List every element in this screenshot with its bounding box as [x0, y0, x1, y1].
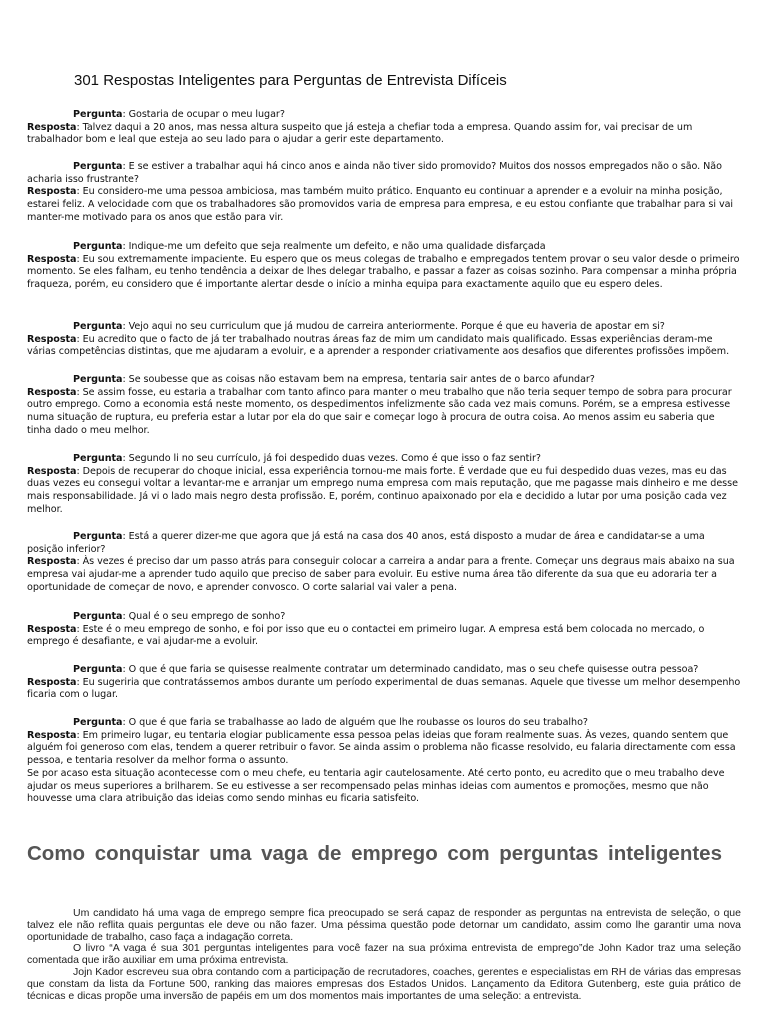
answer-line: [27, 768, 741, 806]
answer-line: Resposta: Talvez daqui a 20 anos, mas nessa altura suspeito que já esteja a chefiar toda a empresa. Quando assim for, vai precisar de um trabalhador bom e leal que esteja ao seu lado para o ajudar a gerir este departamento.: [27, 121, 693, 146]
qa-block: [27, 664, 741, 702]
question-line: Pergunta: E se estiver a trabalhar aqui há cinco anos e ainda não tiver sido promovido? Muitos dos nossos empregados não o são. Não acharia isso frustrante?: [27, 161, 722, 185]
answer-text: Eu considero-me uma pessoa ambiciosa, mas também muito prático. Enquanto eu continuar a aprender e a evoluir na minha posição, estarei feliz. A velocidade com que os trabalhadores são promovidos varia de empresa para empresa, e eu estou confiante que trabalhar para si vai manter-me motivado para os anos que estão para vir.: [27, 186, 734, 223]
answer-label: Resposta: [27, 386, 77, 398]
qa-block: [27, 109, 741, 147]
answer-line: Resposta: Eu acredito que o facto de já ter trabalhado noutras áreas faz de mim um candidato mais qualificado. Essas experiências deram-me várias competências distintas, que me ajudaram a evoluir, e a aprender a responder criativamente aos desafios que diferentes profissões impõem.: [27, 333, 730, 358]
answer-line: Resposta: Em primeiro lugar, eu tentaria elogiar publicamente essa pessoa pelas ideias que foram realmente suas. Às vezes, quando sentem que alguém foi generoso com elas, tendem a querer retribuir o favor. Se ainda assim o problema não ficasse resolvido, eu falaria directamente com essa pessoa, e tentaria resolver da melhor forma o assunto.: [27, 729, 736, 767]
answer-text: Em primeiro lugar, eu tentaria elogiar publicamente essa pessoa pelas ideias que foram realmente suas. Às vezes, quando sentem que alguém foi generoso com elas, tendem a querer retribuir o favor. Se ainda assim o problema não ficasse resolvido, eu falaria directamente com essa pessoa, e tentaria resolver da melhor forma o assunto.: [27, 729, 736, 767]
answer-text: Se assim fosse, eu estaria a trabalhar com tanto afinco para manter o meu trabalho que não teria sequer tempo de sobra para procurar outro emprego. Como a economia está neste momento, os despedimentos infelizmente são cada vez mais comuns. Porém, se a empresa estivesse numa situação de ruptura, eu preferia estar a lutar por ela do que sair e começar logo à procura de outra coisa. Ao menos assim eu saberia que tinha dado o meu melhor.: [27, 386, 732, 436]
answer-label: Resposta: [27, 556, 77, 568]
answer-line: Resposta: Eu sugeriria que contratássemos ambos durante um período experimental de duas semanas. Aquele que tivesse um melhor desempenho ficaria com o lugar.: [27, 676, 741, 701]
qa-block: [27, 161, 741, 225]
question-text: Vejo aqui no seu curriculum que já mudou de carreira anteriormente. Porque é que eu haveria de apostar em si?: [128, 321, 665, 332]
answer-line: Resposta: Eu considero-me uma pessoa ambiciosa, mas também muito prático. Enquanto eu continuar a aprender e a evoluir na minha posição, estarei feliz. A velocidade com que os trabalhadores são promovidos varia de empresa para empresa, e eu estou confiante que trabalhar para si vai manter-me motivado para os anos que estão para vir.: [27, 186, 734, 223]
section-heading: Como conquistar uma vaga de emprego com perguntas inteligentes: [27, 842, 722, 865]
question-text: Indique-me um defeito que seja realmente um defeito, e não uma qualidade disfarçada: [128, 241, 546, 252]
answer-line: Resposta: Depois de recuperar do choque inicial, essa experiência tornou-me mais forte. É verdade que eu fui despedido duas vezes, mas eu das duas vezes eu consegui voltar a levantar-me e arranjar um emprego numa empresa com mais reputação, que me pagasse mais dinheiro e me desse mais responsabilidade. Já vi o lado mais negro desta profissão. E, porém, continuo apaixonado por ela e decidido a lutar por uma posição cada vez melhor.: [27, 465, 738, 515]
question-line: Pergunta: O que é que faria se quisesse realmente contratar um determinado candidato, mas o seu chefe quisesse outra pessoa?: [73, 664, 699, 675]
question-text: E se estiver a trabalhar aqui há cinco anos e ainda não tiver sido promovido? Muitos dos nossos empregados não o são. Não acharia isso frustrante?: [27, 161, 722, 185]
question-text: Qual é o seu emprego de sonho?: [128, 611, 286, 622]
question-line: Pergunta: Vejo aqui no seu curriculum que já mudou de carreira anteriormente. Porque é que eu haveria de apostar em si?: [73, 321, 665, 332]
answer-text: Às vezes é preciso dar um passo atrás para conseguir colocar a carreira a andar para a frente. Começar uns degraus mais abaixo na sua empresa vai ajudar-me a aprender tudo aquilo que preciso de saber para evoluir. Eu estive numa área tão diferente da sua que eu adoraria ter a oportunidade de começar de novo, e aprender convosco. O corte salarial vai valer a pena.: [27, 556, 735, 593]
answer-line: Resposta: Este é o meu emprego de sonho, e foi por isso que eu o contactei em primeiro lugar. A empresa está bem colocada no mercado, o emprego é desafiante, e vai ajudar-me a evoluir.: [27, 623, 705, 648]
qa-block: [27, 531, 741, 595]
question-text: Se soubesse que as coisas não estavam bem na empresa, tentaria sair antes de o barco afundar?: [128, 374, 595, 385]
qa-block: [27, 241, 741, 292]
question-line: Pergunta: O que é que faria se trabalhasse ao lado de alguém que lhe roubasse os louros do seu trabalho?: [73, 717, 588, 728]
body-paragraph: Jojn Kador escreveu sua obra contando com a participação de recrutadores, coaches, gerentes e especialistas em RH de várias das empresas que constam da lista da Fortune 500, ranking das maiores empresas dos Estados Unidos. Lançamento da Editora Gutenberg, este guia prático de técnicas e dicas propõe uma inversão de papéis em um dos momentos mais importantes de uma seleção: a entrevista.: [27, 965, 741, 1002]
body-paragraph: Um candidato há uma vaga de emprego sempre fica preocupado se será capaz de responder as perguntas na entrevista de seleção, o que talvez ele não reflita quais perguntas ele deve ou não fazer. Uma péssima questão pode detornar um candidato, assim como lhe garantir uma nova oportunidade de trabalho, caso faça a indagação correta.: [27, 907, 741, 943]
answer-label: Resposta: [27, 253, 77, 265]
answer-label: Resposta: [27, 333, 77, 345]
answer-text: Eu sou extremamente impaciente. Eu espero que os meus colegas de trabalho e empregados tentem provar o seu valor desde o primeiro momento. Se eles falham, eu tenho tendência a deixar de lhes delegar trabalho, e passar a fazer as coisas sozinho. Para compensar a minha própria fraqueza, porém, eu considero que é importante alertar desde o início a minha equipa para exactamente aquilo que eu espero deles.: [27, 253, 740, 291]
question-line: Pergunta: Indique-me um defeito que seja realmente um defeito, e não uma qualidade disfarçada: [73, 241, 546, 252]
question-text: Segundo li no seu currículo, já foi despedido duas vezes. Como é que isso o faz sentir?: [128, 453, 541, 464]
question-label: Pergunta: [73, 664, 123, 675]
question-label: Pergunta: [73, 109, 123, 120]
answer-line: Resposta: Se assim fosse, eu estaria a trabalhar com tanto afinco para manter o meu trabalho que não teria sequer tempo de sobra para procurar outro emprego. Como a economia está neste momento, os despedimentos infelizmente são cada vez mais comuns. Porém, se a empresa estivesse numa situação de ruptura, eu preferia estar a lutar por ela do que sair e começar logo à procura de outra coisa. Ao menos assim eu saberia que tinha dado o meu melhor.: [27, 386, 732, 436]
answer-line: Resposta: Eu sou extremamente impaciente. Eu espero que os meus colegas de trabalho e empregados tentem provar o seu valor desde o primeiro momento. Se eles falham, eu tenho tendência a deixar de lhes delegar trabalho, e passar a fazer as coisas sozinho. Para compensar a minha própria fraqueza, porém, eu considero que é importante alertar desde o início a minha equipa para exactamente aquilo que eu espero deles.: [27, 253, 740, 291]
document-title: 301 Respostas Inteligentes para Perguntas de Entrevista Difíceis: [74, 72, 507, 89]
question-text: O que é que faria se trabalhasse ao lado de alguém que lhe roubasse os louros do seu trabalho?: [128, 717, 588, 728]
question-line: Pergunta: Segundo li no seu currículo, já foi despedido duas vezes. Como é que isso o faz sentir?: [73, 453, 541, 464]
answer-text: Talvez daqui a 20 anos, mas nessa altura suspeito que já esteja a chefiar toda a empresa. Quando assim for, vai precisar de um trabalhador bom e leal que esteja ao seu lado para o ajudar a gerir este departamento.: [27, 121, 693, 146]
answer-label: Resposta: [27, 623, 77, 635]
answer-text: Eu sugeriria que contratássemos ambos durante um período experimental de duas semanas. Aquele que tivesse um melhor desempenho ficaria com o lugar.: [27, 676, 741, 701]
answer-label: Resposta: [27, 121, 77, 133]
answer-text: Depois de recuperar do choque inicial, essa experiência tornou-me mais forte. É verdade que eu fui despedido duas vezes, mas eu das duas vezes eu consegui voltar a levantar-me e arranjar um emprego numa empresa com mais reputação, que me pagasse mais dinheiro e me desse mais responsabilidade. Já vi o lado mais negro desta profissão. E, porém, continuo apaixonado por ela e decidido a lutar por uma posição cada vez melhor.: [27, 465, 738, 515]
question-label: Pergunta: [73, 531, 123, 542]
question-text: Está a querer dizer-me que agora que já está na casa dos 40 anos, está disposto a mudar de área e candidatar-se a uma posição inferior?: [27, 531, 705, 555]
question-line: Pergunta: Qual é o seu emprego de sonho?: [73, 611, 286, 622]
question-label: Pergunta: [73, 717, 123, 728]
answer-text: Eu acredito que o facto de já ter trabalhado noutras áreas faz de mim um candidato mais qualificado. Essas experiências deram-me várias competências distintas, que me ajudaram a evoluir, e a aprender a responder criativamente aos desafios que diferentes profissões impõem.: [27, 333, 730, 358]
question-label: Pergunta: [73, 241, 123, 252]
question-label: Pergunta: [73, 611, 123, 622]
answer-label: Resposta: [27, 465, 77, 477]
answer-label: Resposta: [27, 676, 77, 688]
body-paragraph: O livro “A vaga é sua 301 perguntas inteligentes para você fazer na sua próxima entrevista de emprego”de John Kador traz uma seleção comentada que irão auxiliar em uma próxima entrevista.: [27, 942, 741, 967]
question-label: Pergunta: [73, 374, 123, 385]
answer-text: Se por acaso esta situação acontecesse com o meu chefe, eu tentaria agir cautelosamente. Até certo ponto, eu acredito que o meu trabalho deve ajudar os meus superiores a brilharem. Se eu estivesse a ser recompensado pelas minhas ideias com aumentos e promoções, mesmo que não houvesse uma clara atribuição das ideias como sendo minhas eu ficaria satisfeito.: [27, 767, 725, 805]
question-text: O que é que faria se quisesse realmente contratar um determinado candidato, mas o seu chefe quisesse outra pessoa?: [128, 664, 699, 675]
question-line: Pergunta: Está a querer dizer-me que agora que já está na casa dos 40 anos, está disposto a mudar de área e candidatar-se a uma posição inferior?: [27, 531, 705, 555]
question-line: Pergunta: Gostaria de ocupar o meu lugar?: [73, 109, 285, 120]
answer-text: Este é o meu emprego de sonho, e foi por isso que eu o contactei em primeiro lugar. A empresa está bem colocada no mercado, o emprego é desafiante, e vai ajudar-me a evoluir.: [27, 623, 705, 648]
qa-block: [27, 717, 741, 806]
qa-block: [27, 611, 741, 649]
qa-block: [27, 453, 741, 517]
question-line: Pergunta: Se soubesse que as coisas não estavam bem na empresa, tentaria sair antes de o barco afundar?: [73, 374, 595, 385]
question-label: Pergunta: [73, 321, 123, 332]
question-label: Pergunta: [73, 161, 123, 172]
answer-line: Resposta: Às vezes é preciso dar um passo atrás para conseguir colocar a carreira a andar para a frente. Começar uns degraus mais abaixo na sua empresa vai ajudar-me a aprender tudo aquilo que preciso de saber para evoluir. Eu estive numa área tão diferente da sua que eu adoraria ter a oportunidade de começar de novo, e aprender convosco. O corte salarial vai valer a pena.: [27, 556, 735, 593]
body-text: [27, 908, 741, 1002]
answer-label: Resposta: [27, 729, 77, 741]
qa-block: [27, 321, 741, 359]
answer-label: Resposta: [27, 186, 77, 198]
question-label: Pergunta: [73, 453, 123, 464]
question-text: Gostaria de ocupar o meu lugar?: [128, 109, 285, 120]
qa-block: [27, 374, 741, 438]
